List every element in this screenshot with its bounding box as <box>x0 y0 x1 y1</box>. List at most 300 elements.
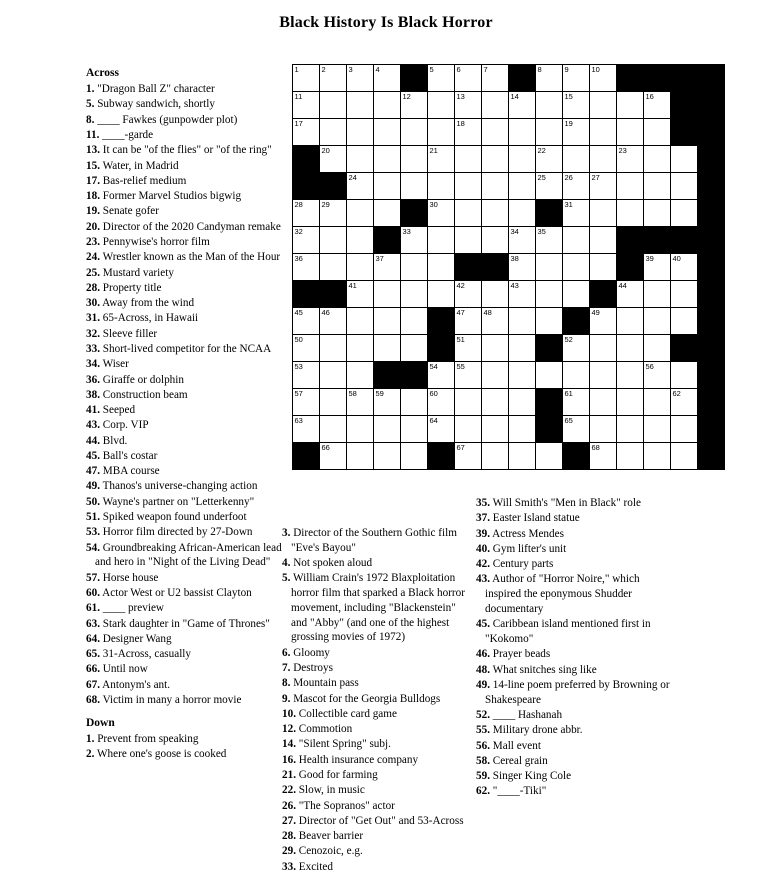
grid-cell[interactable] <box>347 227 374 254</box>
grid-cell[interactable] <box>617 92 644 119</box>
grid-cell[interactable] <box>617 281 644 308</box>
clue-item <box>86 113 282 128</box>
grid-cell[interactable] <box>401 281 428 308</box>
grid-cell-number: 8 <box>537 65 542 74</box>
grid-cell[interactable] <box>617 308 644 335</box>
grid-cell-number: 16 <box>645 92 654 101</box>
grid-cell[interactable] <box>482 227 509 254</box>
clue-item <box>86 342 282 357</box>
grid-cell[interactable] <box>671 254 698 281</box>
grid-cell[interactable] <box>320 335 347 362</box>
clue-item <box>476 723 676 738</box>
grid-cell[interactable] <box>401 173 428 200</box>
clue-number: 13. <box>86 144 100 157</box>
grid-cell[interactable] <box>374 146 401 173</box>
grid-cell[interactable] <box>347 119 374 146</box>
clue-number: 61. <box>86 602 100 615</box>
grid-row <box>293 416 725 443</box>
clue-item <box>86 250 282 265</box>
grid-cell-number: 4 <box>375 65 380 74</box>
grid-cell[interactable] <box>617 200 644 227</box>
grid-cell[interactable] <box>293 227 320 254</box>
grid-cell[interactable] <box>590 227 617 254</box>
grid-cell-number: 22 <box>537 146 546 155</box>
grid-cell[interactable] <box>617 416 644 443</box>
grid-cell[interactable] <box>671 146 698 173</box>
grid-cell[interactable] <box>617 119 644 146</box>
grid-cell[interactable] <box>401 119 428 146</box>
clue-text: Away from the wind <box>99 297 195 310</box>
grid-cell[interactable] <box>320 146 347 173</box>
clue-text: Construction beam <box>99 388 188 401</box>
grid-cell[interactable] <box>644 281 671 308</box>
grid-cell[interactable] <box>617 146 644 173</box>
grid-cell[interactable] <box>428 416 455 443</box>
clue-number: 45. <box>476 618 490 631</box>
grid-cell[interactable] <box>455 335 482 362</box>
clue-number: 4. <box>282 557 291 570</box>
clue-text: Easter Island statue <box>489 512 580 525</box>
grid-cell[interactable] <box>320 389 347 416</box>
grid-cell[interactable] <box>509 119 536 146</box>
grid-cell[interactable] <box>374 119 401 146</box>
grid-cell[interactable] <box>320 119 347 146</box>
grid-cell[interactable] <box>644 335 671 362</box>
grid-cell[interactable] <box>644 308 671 335</box>
grid-cell[interactable] <box>428 119 455 146</box>
grid-cell[interactable] <box>428 227 455 254</box>
grid-cell-block <box>617 254 644 281</box>
clue-text: Slow, in music <box>295 784 365 797</box>
clue-item <box>282 571 472 645</box>
grid-cell[interactable] <box>455 146 482 173</box>
clue-item <box>476 708 676 723</box>
grid-cell[interactable] <box>482 335 509 362</box>
grid-cell[interactable] <box>455 281 482 308</box>
grid-cell[interactable] <box>563 200 590 227</box>
grid-cell[interactable] <box>347 416 374 443</box>
clue-text: William Crain's 1972 Blaxploitation horror film that sparked a Black horror movement, including "Blackenstein" and "Abby" (and one of the highest grossing movies of 1972) <box>290 572 465 644</box>
grid-cell[interactable] <box>482 146 509 173</box>
grid-cell[interactable] <box>455 119 482 146</box>
grid-cell[interactable] <box>293 389 320 416</box>
grid-cell[interactable] <box>590 119 617 146</box>
clue-item <box>86 571 282 586</box>
grid-cell-block <box>536 200 563 227</box>
grid-cell-number: 50 <box>294 335 303 344</box>
grid-cell[interactable] <box>374 335 401 362</box>
grid-cell[interactable] <box>509 335 536 362</box>
clue-number: 47. <box>86 465 100 478</box>
grid-cell[interactable] <box>455 389 482 416</box>
grid-cell[interactable] <box>509 92 536 119</box>
grid-cell[interactable] <box>347 92 374 119</box>
clue-text: Beaver barrier <box>295 830 364 843</box>
grid-cell[interactable] <box>320 362 347 389</box>
grid-cell[interactable] <box>320 200 347 227</box>
grid-cell[interactable] <box>374 416 401 443</box>
grid-cell[interactable] <box>590 173 617 200</box>
grid-cell[interactable] <box>563 173 590 200</box>
grid-cell[interactable] <box>455 65 482 92</box>
grid-cell[interactable] <box>482 65 509 92</box>
grid-cell[interactable] <box>509 173 536 200</box>
clue-text: Seeped <box>99 404 136 417</box>
grid-cell[interactable] <box>536 281 563 308</box>
grid-cell-block <box>698 362 725 389</box>
clue-text: Actor West or U2 bassist Clayton <box>99 586 252 599</box>
grid-cell[interactable] <box>617 443 644 470</box>
clue-text: Senate gofer <box>99 205 160 218</box>
clue-item <box>476 739 676 754</box>
clue-item <box>476 572 676 616</box>
grid-cell[interactable] <box>374 254 401 281</box>
clue-number: 5. <box>86 98 95 111</box>
clue-item <box>282 814 472 829</box>
grid-cell[interactable] <box>482 362 509 389</box>
clue-number: 56. <box>476 739 490 752</box>
grid-cell-number: 35 <box>537 227 546 236</box>
grid-cell[interactable] <box>320 308 347 335</box>
grid-cell[interactable] <box>617 335 644 362</box>
grid-cell[interactable] <box>401 146 428 173</box>
clue-text: Subway sandwich, shortly <box>94 98 215 111</box>
clue-number: 28. <box>282 830 296 843</box>
grid-cell[interactable] <box>293 308 320 335</box>
grid-cell[interactable] <box>671 443 698 470</box>
grid-cell[interactable] <box>509 281 536 308</box>
grid-cell[interactable] <box>563 362 590 389</box>
grid-cell[interactable] <box>644 362 671 389</box>
clue-text: "Dragon Ball Z" character <box>94 83 215 96</box>
grid-cell[interactable] <box>671 362 698 389</box>
grid-cell[interactable] <box>509 362 536 389</box>
clue-number: 48. <box>476 663 490 676</box>
grid-cell[interactable] <box>590 254 617 281</box>
grid-cell[interactable] <box>320 227 347 254</box>
grid-cell[interactable] <box>590 92 617 119</box>
grid-cell[interactable] <box>374 443 401 470</box>
grid-cell[interactable] <box>293 416 320 443</box>
grid-cell[interactable] <box>644 416 671 443</box>
grid-cell[interactable] <box>455 173 482 200</box>
clue-item <box>86 143 282 158</box>
clue-text: ____ Hashanah <box>489 708 563 721</box>
clue-item <box>282 768 472 783</box>
grid-cell[interactable] <box>455 416 482 443</box>
grid-cell[interactable] <box>293 362 320 389</box>
grid-cell[interactable] <box>590 146 617 173</box>
clue-item <box>86 479 282 494</box>
grid-cell[interactable] <box>401 335 428 362</box>
grid-cell[interactable] <box>644 146 671 173</box>
grid-cell[interactable] <box>536 119 563 146</box>
grid-cell-number: 27 <box>591 173 600 182</box>
grid-cell[interactable] <box>644 200 671 227</box>
grid-cell[interactable] <box>536 92 563 119</box>
clue-text: Collectible card game <box>295 707 397 720</box>
clue-item <box>86 174 282 189</box>
grid-cell[interactable] <box>590 200 617 227</box>
clue-text: Blvd. <box>99 434 128 447</box>
grid-row <box>293 362 725 389</box>
grid-cell[interactable] <box>590 308 617 335</box>
grid-cell[interactable] <box>482 416 509 443</box>
grid-cell[interactable] <box>293 92 320 119</box>
grid-cell[interactable] <box>482 308 509 335</box>
grid-cell-block <box>671 335 698 362</box>
grid-cell[interactable] <box>428 362 455 389</box>
grid-cell-block <box>374 362 401 389</box>
grid-cell[interactable] <box>482 281 509 308</box>
grid-cell[interactable] <box>671 389 698 416</box>
across-clues-column <box>86 66 282 762</box>
grid-cell[interactable] <box>320 92 347 119</box>
clue-item <box>86 647 282 662</box>
grid-cell[interactable] <box>347 335 374 362</box>
grid-cell-block <box>374 227 401 254</box>
grid-cell[interactable] <box>536 362 563 389</box>
grid-cell[interactable] <box>509 443 536 470</box>
grid-cell-number: 47 <box>456 308 465 317</box>
clue-number: 43. <box>86 419 100 432</box>
grid-cell-block <box>698 146 725 173</box>
grid-cell[interactable] <box>347 146 374 173</box>
clue-text: Wayne's partner on "Letterkenny" <box>99 495 255 508</box>
grid-cell[interactable] <box>428 173 455 200</box>
clue-number: 7. <box>282 662 291 675</box>
grid-cell-block <box>698 443 725 470</box>
grid-cell[interactable] <box>590 416 617 443</box>
grid-cell[interactable] <box>482 173 509 200</box>
grid-cell[interactable] <box>563 119 590 146</box>
grid-cell[interactable] <box>563 146 590 173</box>
grid-cell[interactable] <box>320 65 347 92</box>
clue-item <box>282 526 472 556</box>
grid-cell[interactable] <box>428 254 455 281</box>
clue-item <box>282 799 472 814</box>
grid-cell[interactable] <box>293 119 320 146</box>
grid-cell-number: 66 <box>321 443 330 452</box>
grid-cell[interactable] <box>293 335 320 362</box>
clue-item <box>476 527 676 542</box>
grid-cell[interactable] <box>293 254 320 281</box>
clue-text: Caribbean island mentioned first in "Kokomo" <box>485 618 651 646</box>
grid-cell[interactable] <box>374 65 401 92</box>
clue-item <box>282 661 472 676</box>
grid-cell-number: 14 <box>510 92 519 101</box>
grid-cell[interactable] <box>536 443 563 470</box>
clue-item <box>282 707 472 722</box>
grid-cell[interactable] <box>590 362 617 389</box>
grid-cell[interactable] <box>563 92 590 119</box>
clue-item <box>476 557 676 572</box>
grid-cell-number: 34 <box>510 227 519 236</box>
grid-cell[interactable] <box>482 200 509 227</box>
grid-cell-number: 13 <box>456 92 465 101</box>
grid-cell-number: 3 <box>348 65 353 74</box>
grid-cell[interactable] <box>671 416 698 443</box>
grid-cell[interactable] <box>671 281 698 308</box>
grid-cell[interactable] <box>617 173 644 200</box>
grid-cell[interactable] <box>563 65 590 92</box>
grid-cell[interactable] <box>401 227 428 254</box>
clue-number: 29. <box>282 845 296 858</box>
grid-cell[interactable] <box>482 92 509 119</box>
grid-cell[interactable] <box>536 254 563 281</box>
grid-row <box>293 281 725 308</box>
grid-cell[interactable] <box>671 173 698 200</box>
grid-cell[interactable] <box>644 92 671 119</box>
grid-cell[interactable] <box>455 443 482 470</box>
grid-cell-number: 10 <box>591 65 600 74</box>
grid-cell[interactable] <box>401 416 428 443</box>
grid-cell[interactable] <box>401 308 428 335</box>
grid-cell[interactable] <box>509 416 536 443</box>
grid-cell[interactable] <box>590 443 617 470</box>
grid-cell[interactable] <box>617 389 644 416</box>
grid-cell[interactable] <box>509 200 536 227</box>
grid-cell[interactable] <box>320 443 347 470</box>
grid-cell-number: 62 <box>672 389 681 398</box>
grid-cell[interactable] <box>347 389 374 416</box>
grid-cell[interactable] <box>401 443 428 470</box>
grid-cell[interactable] <box>293 200 320 227</box>
clue-text: Excited <box>295 860 333 873</box>
grid-cell-block <box>293 281 320 308</box>
grid-cell[interactable] <box>347 173 374 200</box>
grid-cell[interactable] <box>455 308 482 335</box>
grid-cell-number: 41 <box>348 281 357 290</box>
grid-cell[interactable] <box>293 65 320 92</box>
grid-cell[interactable] <box>347 200 374 227</box>
clue-item <box>282 783 472 798</box>
clue-item <box>282 860 472 875</box>
grid-cell[interactable] <box>374 389 401 416</box>
grid-cell[interactable] <box>509 254 536 281</box>
grid-cell[interactable] <box>374 200 401 227</box>
grid-cell[interactable] <box>590 65 617 92</box>
clue-number: 37. <box>476 512 490 525</box>
grid-cell[interactable] <box>428 281 455 308</box>
clue-item <box>86 403 282 418</box>
grid-cell[interactable] <box>617 362 644 389</box>
grid-cell[interactable] <box>536 146 563 173</box>
grid-cell-block <box>617 65 644 92</box>
grid-cell[interactable] <box>374 281 401 308</box>
grid-cell[interactable] <box>509 227 536 254</box>
grid-cell[interactable] <box>401 254 428 281</box>
clue-text: Gloomy <box>290 646 330 659</box>
grid-cell[interactable] <box>347 443 374 470</box>
grid-cell[interactable] <box>563 281 590 308</box>
grid-cell[interactable] <box>482 443 509 470</box>
grid-cell[interactable] <box>563 335 590 362</box>
grid-cell[interactable] <box>401 389 428 416</box>
grid-cell[interactable] <box>671 308 698 335</box>
grid-cell[interactable] <box>509 308 536 335</box>
grid-cell[interactable] <box>563 254 590 281</box>
grid-cell[interactable] <box>644 254 671 281</box>
grid-cell[interactable] <box>536 173 563 200</box>
grid-cell[interactable] <box>428 200 455 227</box>
grid-cell[interactable] <box>374 173 401 200</box>
grid-cell[interactable] <box>374 92 401 119</box>
clue-text: It can be "of the flies" or "of the ring" <box>99 144 272 157</box>
grid-cell[interactable] <box>563 227 590 254</box>
grid-cell[interactable] <box>428 65 455 92</box>
grid-cell-block <box>590 281 617 308</box>
grid-cell[interactable] <box>644 173 671 200</box>
grid-cell[interactable] <box>455 362 482 389</box>
grid-cell[interactable] <box>347 308 374 335</box>
grid-cell[interactable] <box>320 416 347 443</box>
clue-text: Director of the 2020 Candyman remake <box>99 220 281 233</box>
down-clues-column-2 <box>282 526 472 875</box>
grid-cell[interactable] <box>509 389 536 416</box>
clue-number: 1. <box>86 83 95 96</box>
grid-cell[interactable] <box>320 254 347 281</box>
grid-cell[interactable] <box>563 416 590 443</box>
grid-cell[interactable] <box>536 308 563 335</box>
grid-cell[interactable] <box>347 281 374 308</box>
grid-cell[interactable] <box>428 389 455 416</box>
grid-cell[interactable] <box>455 92 482 119</box>
clue-text: Designer Wang <box>99 632 172 645</box>
clue-number: 43. <box>476 573 490 586</box>
grid-cell[interactable] <box>428 146 455 173</box>
grid-cell[interactable] <box>671 200 698 227</box>
clue-item <box>86 220 282 235</box>
grid-cell[interactable] <box>644 119 671 146</box>
grid-cell[interactable] <box>644 443 671 470</box>
clue-text: Actress Mendes <box>489 527 564 540</box>
grid-cell[interactable] <box>482 389 509 416</box>
grid-cell[interactable] <box>509 146 536 173</box>
grid-cell-block <box>320 281 347 308</box>
grid-cell[interactable] <box>536 65 563 92</box>
clue-item <box>86 189 282 204</box>
grid-cell[interactable] <box>347 65 374 92</box>
grid-cell[interactable] <box>347 362 374 389</box>
clue-number: 23. <box>86 235 100 248</box>
grid-cell[interactable] <box>455 200 482 227</box>
grid-cell-block <box>401 362 428 389</box>
clue-text: "Silent Spring" subj. <box>295 738 391 751</box>
grid-cell[interactable] <box>455 227 482 254</box>
grid-cell-number: 28 <box>294 200 303 209</box>
grid-cell[interactable] <box>374 308 401 335</box>
grid-cell[interactable] <box>590 335 617 362</box>
grid-cell[interactable] <box>347 254 374 281</box>
clue-item <box>476 663 676 678</box>
grid-cell[interactable] <box>563 389 590 416</box>
grid-cell[interactable] <box>644 389 671 416</box>
grid-cell[interactable] <box>482 119 509 146</box>
grid-cell[interactable] <box>590 389 617 416</box>
grid-cell-block <box>401 200 428 227</box>
grid-cell[interactable] <box>428 92 455 119</box>
clue-item <box>86 418 282 433</box>
grid-cell-block <box>482 254 509 281</box>
grid-cell-number: 31 <box>564 200 573 209</box>
clue-text: Mustard variety <box>99 266 174 279</box>
crossword-grid[interactable] <box>292 64 725 470</box>
grid-cell[interactable] <box>401 92 428 119</box>
grid-cell[interactable] <box>536 227 563 254</box>
grid-cell-block <box>536 335 563 362</box>
clue-text: Director of the Southern Gothic film "Eve's Bayou" <box>290 527 457 554</box>
